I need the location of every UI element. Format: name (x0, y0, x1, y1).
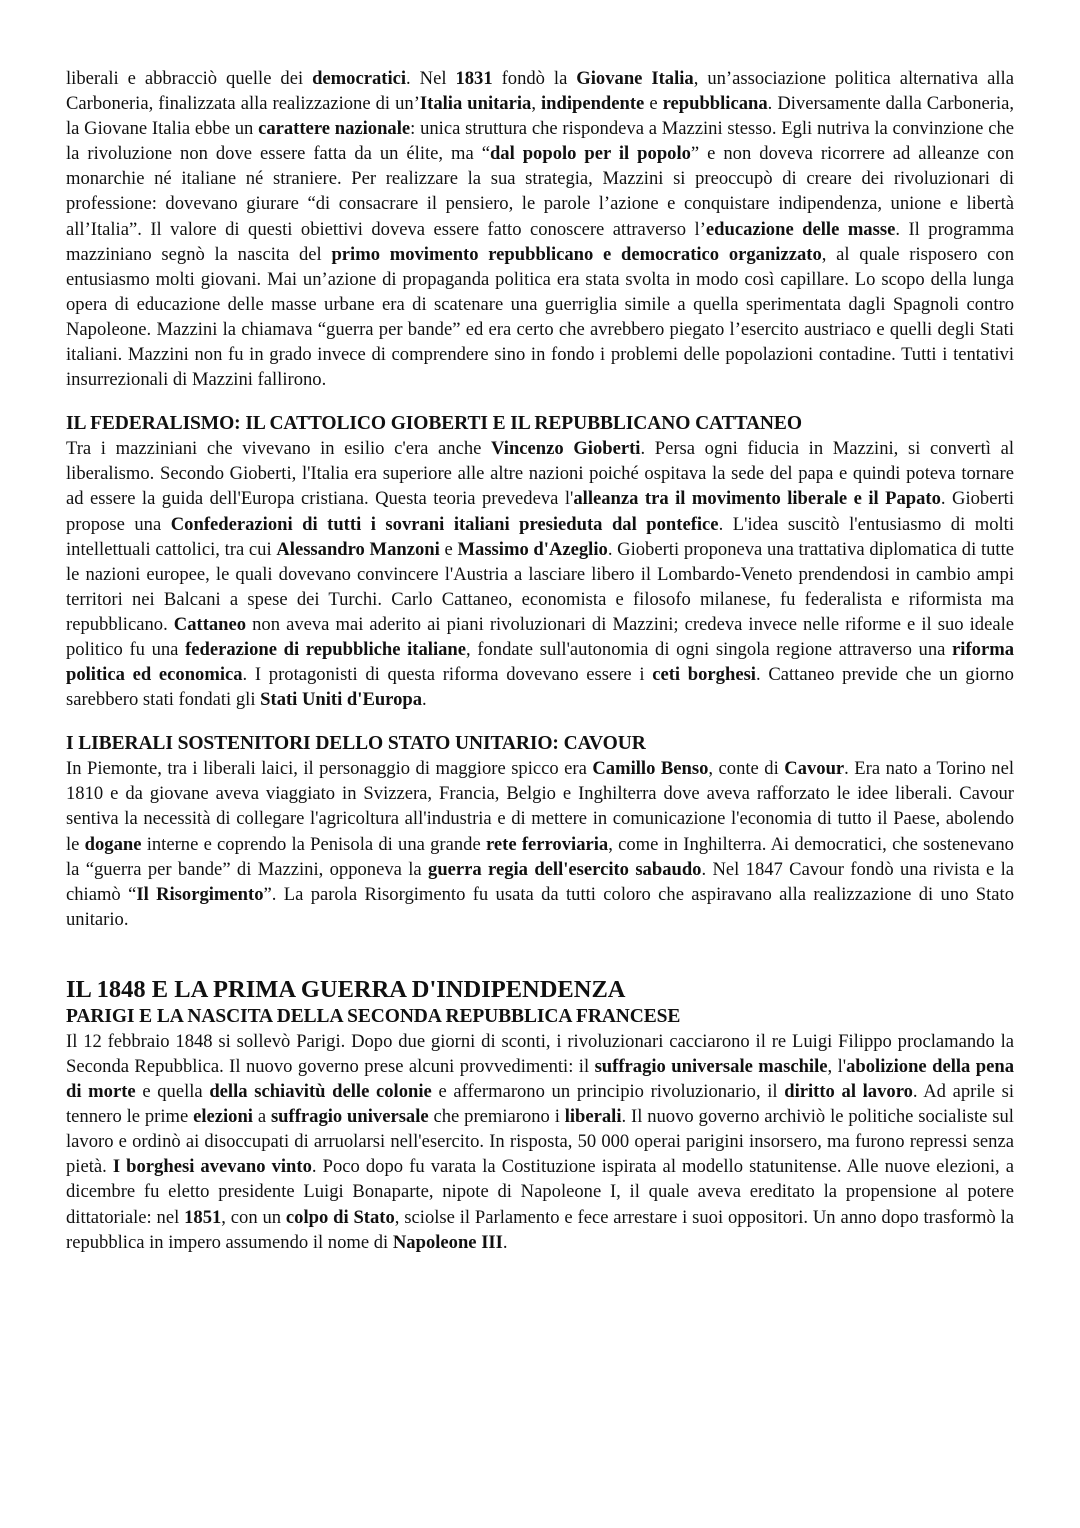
text-run: . Cattaneo previde che un giorno sarebbero stati fondati gli (66, 664, 1014, 711)
bold-text: Il Risorgimento (136, 883, 264, 905)
text-run: . Diversamente dalla Carboneria, la Giovane Italia ebbe un (66, 93, 1015, 140)
text-run: : unica struttura che rispondeva a Mazzini stesso. Egli nutriva la convinzione che la rivoluzione non dove essere fatta da un élite, ma “ (66, 118, 1014, 165)
text-run: . Gioberti propose una (66, 488, 1014, 535)
bold-text: elezioni (193, 1106, 253, 1128)
text-run: e quella (135, 1081, 210, 1103)
bold-text: Cavour (784, 758, 845, 780)
bold-text: alleanza tra il movimento liberale e il Papato (573, 488, 941, 510)
text-run: , l' (827, 1056, 847, 1077)
text-run: . Era nato a Torino nel 1810 e da giovane aveva viaggiato in Svizzera, Francia, Belgio e Inghilterra dove aveva rafforzato le idee liberali. Cavour sentiva la necessità di collegare l'agricoltura all'industria e di mettere in comunicazione l'economia di tutto il Paese, abolendo le (66, 758, 1014, 855)
text-run: . (422, 689, 427, 711)
text-run: . Nel (406, 68, 456, 89)
text-run: ” e non doveva ricorrere ad alleanze con monarchie né italiane né straniere. Per realizzare la sua strategia, Mazzini si preoccupò di creare dei rivoluzionari di professione: dovevano giurare “di consacrare il pensiero, le parole l’azione e conquistare indipendenza, unione e libertà all’Italia”. Il valore di questi obiettivi doveva essere fatto conoscere attraverso l’ (66, 143, 1015, 240)
text-run: . L'idea suscitò l'entusiasmo di molti intellettuali cattolici, tra cui (66, 513, 1015, 560)
text-run: , al quale risposero con entusiasmo molti giovani. Mai un’azione di propaganda politica era stata svolta in modo così capillare. Lo scopo della lunga opera di educazione delle masse urbane era di scatenare una guerriglia simile a quella sperimentata dagli Spagnoli contro Napoleone. Mazzini la chiamava “guerra per bande” ed era certo che avrebbero piegato l’esercito austriaco e quelli degli Stati italiani. Mazzini non fu in grado invece di comprendere sino in fondo i problemi delle popolazioni contadine. Tutti i tentativi insurrezionali di Mazzini fallirono. (66, 243, 1014, 391)
bold-text: diritto al lavoro (784, 1081, 913, 1103)
text-run: e (644, 93, 663, 115)
parigi-paragraph (66, 1029, 1014, 1255)
text-run: . I protagonisti di questa riforma dovevano essere i (242, 664, 653, 686)
bold-text: 1831 (455, 68, 493, 89)
text-run: In Piemonte, tra i liberali laici, il personaggio di maggiore spicco era (66, 758, 593, 780)
bold-text: abolizione della pena di morte (66, 1056, 1014, 1103)
text-run: , fondate sull'autonomia di ogni singola regione attraverso una (466, 638, 953, 660)
bold-text: colpo di Stato (285, 1206, 395, 1228)
bold-text: guerra regia dell'esercito sabaudo (428, 858, 702, 880)
bold-text: della schiavitù delle colonie (209, 1081, 432, 1103)
text-run: , come in Inghilterra. Ai democratici, che sostenevano la “guerra per bande” di Mazzini, opponeva la (66, 833, 1014, 880)
text-run: ”. La parola Risorgimento fu usata da tutti coloro che aspiravano alla realizzazione di uno Stato unitario. (66, 883, 1014, 930)
bold-text: ceti borghesi (652, 664, 756, 686)
text-run: liberali e abbracciò quelle dei (66, 68, 313, 89)
heading-federalismo: IL FEDERALISMO: IL CATTOLICO GIOBERTI E IL REPUBBLICANO CATTANEO (66, 413, 802, 435)
bold-text: Cattaneo (173, 613, 247, 635)
text-run: , con un (221, 1206, 286, 1228)
bold-text: riforma politica ed economica (66, 638, 1014, 686)
text-run: Tra i mazziniani che vivevano in esilio c'era anche (66, 438, 492, 460)
text-run: , sciolse il Parlamento e fece arrestare i suoi oppositori. Un anno dopo trasformò la repubblica in impero assumendo il nome di (66, 1206, 1015, 1253)
bold-text: suffragio universale maschile (594, 1056, 828, 1077)
cavour-paragraph (66, 756, 1014, 932)
bold-text: Giovane Italia (576, 68, 694, 89)
bold-text: Vincenzo Gioberti (491, 438, 641, 460)
text-run: . Gioberti proponeva una trattativa diplomatica di tutte le nazioni europee, le quali dovevano convincere l'Austria a lasciare libero il Lombardo-Veneto prendendosi in cambio ampi territori nei Balcani a spese dei Turchi. Carlo Cattaneo, economista e filosofo milanese, fu federalista e riformista ma repubblicano. (66, 538, 1015, 635)
text-run: che premiarono i (428, 1106, 565, 1128)
text-run: , (531, 93, 541, 115)
bold-text: indipendente (540, 93, 645, 115)
text-run: . Persa ogni fiducia in Mazzini, si convertì al liberalismo. Secondo Gioberti, l'Italia era superiore alle altre nazioni poiché ospitava la sede del papa e quindi poteva tornare ad essere la guida dell'Europa cristiana. Questa teoria prevedeva l' (66, 438, 1015, 510)
bold-text: Alessandro Manzoni (276, 538, 440, 560)
federalismo-paragraph (66, 436, 1014, 712)
text-run: . Poco dopo fu varata la Costituzione ispirata al modello statunitense. Alle nuove elezioni, a dicembre fu eletto presidente Luigi Bonaparte, nipote di Napoleone I, il quale aveva ereditato la propensione al potere dittatoriale: nel (66, 1156, 1014, 1228)
bold-text: dogane (84, 833, 142, 855)
text-run: fondò la (492, 68, 577, 89)
text-run: e affermarono un principio rivoluzionario, il (431, 1081, 785, 1103)
bold-text: Stati Uniti d'Europa (260, 689, 423, 711)
bold-text: 1851 (184, 1206, 222, 1228)
bold-text: Italia unitaria (419, 93, 532, 115)
bold-text: carattere nazionale (258, 118, 411, 140)
text-run: . Ad aprile si tennero le prime (66, 1081, 1014, 1128)
bold-text: repubblicana (662, 93, 768, 115)
text-run: , conte di (708, 758, 785, 780)
bold-text: democratici (312, 68, 407, 89)
bold-text: educazione delle masse (705, 218, 896, 240)
text-run: non aveva mai aderito ai piani rivoluzionari di Mazzini; credeva invece nelle riforme e il suo ideale politico fu una (66, 613, 1014, 660)
bold-text: dal popolo per il popolo (489, 143, 691, 165)
intro-paragraph (66, 66, 1014, 392)
text-run: . Il nuovo governo archiviò le politiche socialiste sul lavoro e ordinò ai disoccupati di arruolarsi nell'esercito. In risposta, 50 000 operai parigini insorsero, ma furono repressi senza pietà. (66, 1106, 1014, 1178)
text-run: Il 12 febbraio 1848 si sollevò Parigi. Dopo due giorni di sconti, i rivoluzionari cacciarono il re Luigi Filippo proclamando la Seconda Repubblica. Il nuovo governo prese alcuni provvedimenti: il (66, 1030, 1014, 1077)
text-run: a (252, 1106, 271, 1128)
text-run: . Il programma mazziniano segnò la nascita del (66, 218, 1014, 265)
bold-text: Confederazioni di tutti i sovrani italiani presieduta dal pontefice (170, 513, 719, 535)
text-run: . Nel 1847 Cavour fondò una rivista e la chiamò “ (66, 858, 1014, 905)
heading-parigi: PARIGI E LA NASCITA DELLA SECONDA REPUBBLICA FRANCESE (66, 1005, 681, 1027)
bold-text: Massimo d'Azeglio (457, 538, 608, 560)
bold-text: Napoleone III (392, 1231, 503, 1253)
bold-text: I borghesi avevano vinto (112, 1156, 312, 1178)
chapter-heading-1848: IL 1848 E LA PRIMA GUERRA D'INDIPENDENZA (66, 975, 626, 1003)
text-run: , un’associazione politica alternativa alla Carboneria, finalizzata alla realizzazione di un’ (66, 68, 1014, 115)
heading-cavour: I LIBERALI SOSTENITORI DELLO STATO UNITARIO: CAVOUR (66, 733, 646, 755)
bold-text: suffragio universale (270, 1106, 429, 1128)
text-run: e (439, 538, 458, 560)
text-run: . (502, 1231, 508, 1253)
bold-text: federazione di repubbliche italiane (185, 638, 467, 660)
text-run: interne e coprendo la Penisola di una grande (141, 833, 486, 855)
bold-text: liberali (564, 1106, 622, 1128)
bold-text: rete ferroviaria (485, 833, 609, 855)
bold-text: primo movimento repubblicano e democratico organizzato (331, 243, 822, 265)
bold-text: Camillo Benso (592, 758, 709, 780)
